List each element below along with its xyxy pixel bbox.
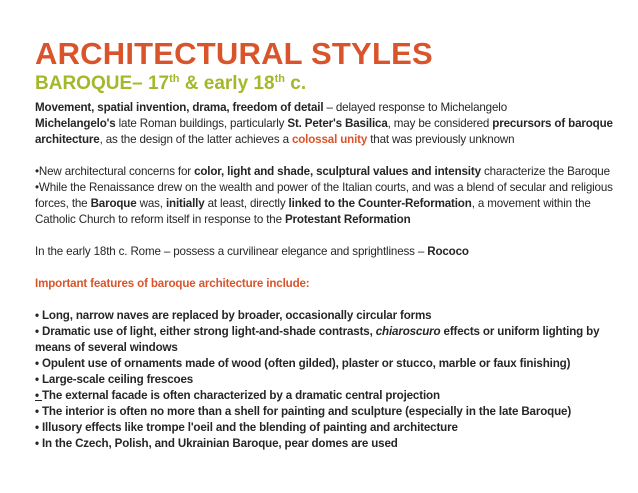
concern-2-bold-protestant-reformation: Protestant Reformation [284, 213, 411, 226]
concern-1-text-a: •New architectural concerns for [35, 165, 195, 178]
feature-5-text: The external facade is often characterized by a dramatic central projection [41, 389, 440, 402]
concern-2 [35, 180, 615, 228]
feature-item-3: • Opulent use of ornaments made of wood (often gilded), plaster or stucco, marble or faux finishing) [35, 357, 571, 370]
concern-2-text-a: •While the Renaissance drew on the wealth and power of the Italian courts, and was a blend of secular and religious forces, the [35, 181, 613, 210]
feature-item-1: • Long, narrow naves are replaced by broader, occasionally circular forms [35, 309, 432, 322]
subtitle-sup-2: th [274, 73, 285, 85]
feature-2-text-b: effects or uniform lighting by means of several windows [35, 325, 600, 354]
feature-item-6: • The interior is often no more than a shell for painting and sculpture (especially in the late Baroque) [35, 405, 572, 418]
intro-bold-1: Movement, spatial invention, drama, freedom of detail [35, 101, 324, 114]
feature-2-italic: chiaroscuro [375, 325, 441, 338]
concern-2-text-b: was, [136, 197, 166, 210]
concern-2-bold-initially: initially [165, 197, 205, 210]
spacer [35, 292, 615, 308]
rococo-text: In the early 18th c. Rome – possess a curvilinear elegance and sprightliness – [35, 245, 428, 258]
slide-body [35, 100, 615, 452]
rococo-bold: Rococo [427, 245, 469, 258]
subtitle-text-2: & early 18 [179, 73, 275, 94]
rococo-line [35, 244, 615, 260]
concern-2-bold-counter-reformation: linked to the Counter-Reformation [288, 197, 472, 210]
intro-text-2a: late Roman buildings, particularly [115, 117, 288, 130]
spacer [35, 260, 615, 276]
feature-2-text-a: • Dramatic use of light, either strong light-and-shade contrasts, [35, 325, 376, 338]
subtitle-text-3: c. [284, 73, 307, 94]
feature-item-2 [35, 324, 615, 356]
features-heading: Important features of baroque architecture include: [35, 277, 310, 290]
intro-line-1 [35, 100, 615, 116]
concern-1-text-b: characterize the Baroque [480, 165, 610, 178]
concern-1-bold: color, light and shade, sculptural values and intensity [194, 165, 481, 178]
feature-item-7: • Illusory effects like trompe l'oeil and the blending of painting and architecture [35, 421, 458, 434]
intro-paragraph-2 [35, 116, 615, 148]
subtitle-text-1: BAROQUE– 17 [35, 73, 170, 94]
concern-1 [35, 164, 615, 180]
intro-bold-st-peters: St. Peter's Basilica [287, 117, 388, 130]
subtitle-sup-1: th [169, 73, 180, 85]
intro-text-2c: , as the design of the latter achieves a [99, 133, 292, 146]
feature-5-bullet: • [35, 389, 42, 402]
intro-text-2d: that was previously unknown [367, 133, 515, 146]
intro-bold-precursors: precursors of baroque architecture [35, 117, 613, 146]
slide-title: ARCHITECTURAL STYLES [35, 36, 433, 71]
intro-text-2b: , may be considered [387, 117, 493, 130]
concern-2-bold-baroque: Baroque [90, 197, 137, 210]
intro-accent-colossal-unity: colossal unity [291, 133, 368, 146]
concern-2-text-d: , a movement within the Catholic Church to reform itself in response to the [35, 197, 591, 226]
feature-item-4: • Large-scale ceiling frescoes [35, 373, 194, 386]
intro-bold-michelangelo: Michelangelo's [35, 117, 116, 130]
feature-item-5 [35, 388, 615, 404]
intro-text-1: – delayed response to Michelangelo [323, 101, 508, 114]
feature-item-8: • In the Czech, Polish, and Ukrainian Baroque, pear domes are used [35, 437, 398, 450]
concern-2-text-c: at least, directly [204, 197, 289, 210]
spacer [35, 228, 615, 244]
spacer [35, 148, 615, 164]
slide-subtitle [35, 73, 306, 95]
